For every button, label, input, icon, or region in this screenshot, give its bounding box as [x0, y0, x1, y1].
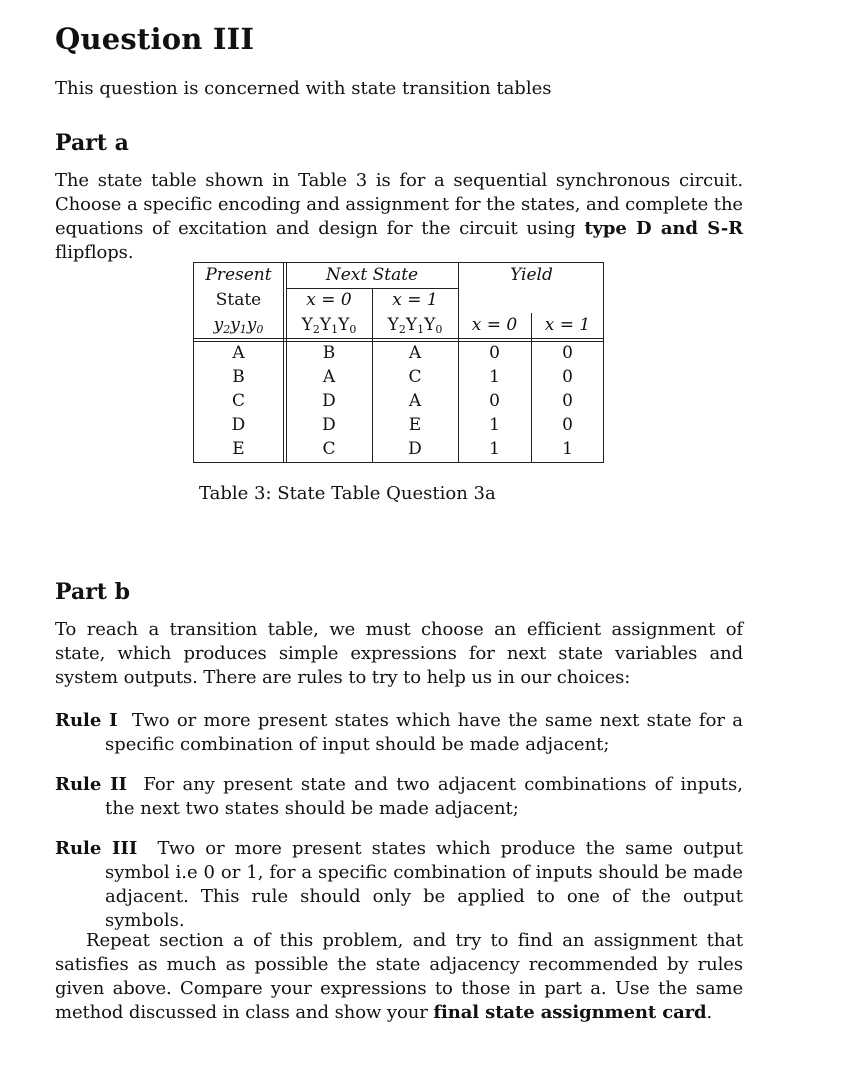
row-e-next0: C: [322, 439, 336, 459]
row-c-present: C: [231, 391, 245, 411]
row-d-present: D: [231, 415, 246, 435]
row-b-next1: C: [408, 367, 422, 387]
header-yield-x1: x = 1: [544, 315, 591, 335]
table-caption: Table 3: State Table Question 3a: [199, 483, 496, 504]
row-a-next0: B: [322, 343, 336, 363]
state-table: [193, 262, 604, 463]
rule-3: Rule III Two or more present states which produce the same output symbol i.e 0 or 1, for a specific combination of inputs should be made adjacent. This rule should only be applied to one of the output symbols.: [55, 838, 743, 931]
row-c-next1: A: [408, 391, 422, 411]
row-c-next0: D: [322, 391, 336, 411]
final-state-assignment-card: final state assignment card: [433, 1002, 707, 1023]
header-next-vars-x1: $Y_2Y_1Y_0$: [387, 315, 443, 336]
row-d-next1: E: [408, 415, 422, 435]
part-a-text: The state table shown in Table 3 is for a sequential synchronous circuit. Choose a specific encoding and assignment for the states, and complete the equations of excitation and design for the circuit using type D and S-R flipflops.: [55, 170, 743, 263]
row-d-yield0: 1: [489, 415, 500, 435]
row-a-present: A: [232, 343, 245, 363]
repeat-instructions: Repeat section a of this problem, and try to find an assignment that satisfies as much as possible the state adjacency recommended by rules given above. Compare your expressions to those in part a. Use the same method discussed in class and show your final state assignment card.: [55, 930, 743, 1023]
header-next-state: Next State: [325, 265, 419, 285]
row-b-yield1: 0: [562, 367, 573, 387]
header-present: Present: [205, 265, 272, 285]
header-state: State: [215, 290, 262, 310]
header-next-x0: x = 0: [306, 290, 352, 310]
part-a-heading: Part a: [55, 130, 129, 156]
row-a-yield1: 0: [562, 343, 573, 363]
row-e-yield1: 1: [562, 439, 573, 459]
header-yield: Yield: [510, 265, 553, 285]
header-next-x1: x = 1: [392, 290, 438, 310]
row-a-yield0: 0: [489, 343, 500, 363]
row-e-yield0: 1: [489, 439, 500, 459]
intro-text: This question is concerned with state transition tables: [55, 78, 552, 99]
part-b-heading: Part b: [55, 579, 131, 605]
row-d-yield1: 0: [562, 415, 573, 435]
row-c-yield1: 0: [562, 391, 573, 411]
row-e-next1: D: [408, 439, 422, 459]
row-a-next1: A: [408, 343, 422, 363]
row-b-next0: A: [322, 367, 336, 387]
header-next-vars-x0: $Y_2Y_1Y_0$: [301, 315, 357, 336]
header-present-vars: $y_2y_1y_0$: [213, 315, 264, 336]
part-b-text: To reach a transition table, we must choose an efficient assignment of state, which produces simple expressions for next state variables and system outputs. There are rules to try to help us in our choices:: [55, 619, 743, 688]
rule-2: Rule II For any present state and two adjacent combinations of inputs, the next two states should be made adjacent;: [55, 774, 743, 819]
header-yield-x0: x = 0: [471, 315, 518, 335]
row-c-yield0: 0: [489, 391, 500, 411]
row-b-yield0: 1: [489, 367, 500, 387]
row-b-present: B: [232, 367, 245, 387]
row-d-next0: D: [322, 415, 336, 435]
rule-1: Rule I Two or more present states which have the same next state for a specific combination of input should be made adjacent;: [55, 710, 743, 755]
question-title: Question III: [55, 22, 255, 56]
flipflop-types: type D and S-R: [584, 218, 743, 239]
row-e-present: E: [232, 439, 245, 459]
